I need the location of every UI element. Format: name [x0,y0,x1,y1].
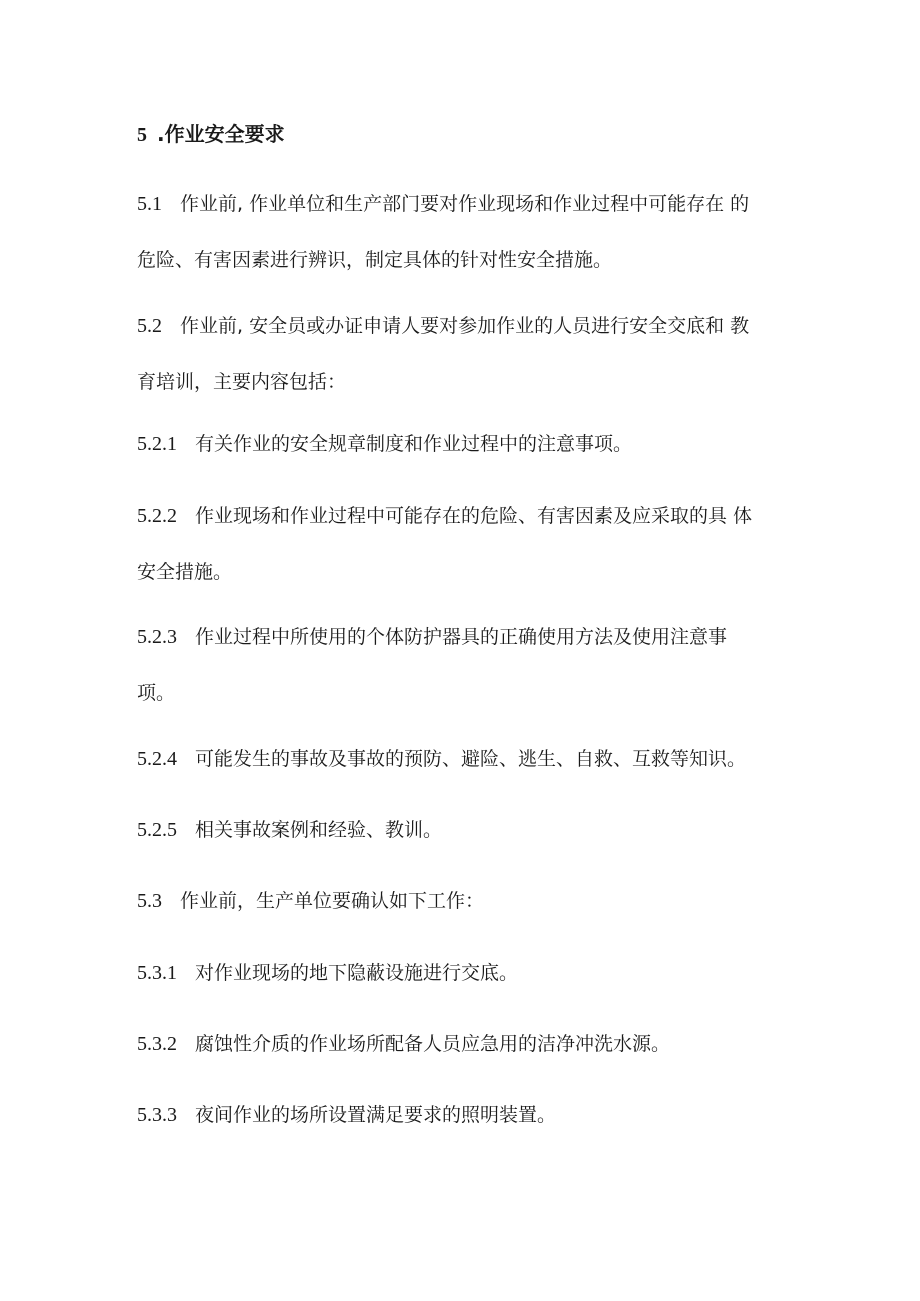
item-text: 安全措施。 [137,561,233,583]
section-heading [137,118,285,151]
item-5-3-3 [137,1087,787,1143]
item-5-2-4 [137,731,787,787]
item-line [137,544,787,600]
item-text: 项。 [137,682,176,704]
item-line [137,609,787,665]
section-title: .作业安全要求 [157,122,285,146]
item-text: 腐蚀性介质的作业场所配备人员应急用的洁净冲洗水源。 [195,1033,671,1055]
item-5-2 [137,298,787,410]
item-5-3-1 [137,945,787,1001]
item-line [137,802,787,858]
item-number: 5.2 [137,315,162,337]
item-line [137,298,787,354]
item-text: 作业过程中所使用的个体防护器具的正确使用方法及使用注意事 [195,626,728,648]
item-text: 作业前, 作业单位和生产部门要对作业现场和作业过程中可能存在 的 [180,193,750,215]
item-number: 5.3.3 [137,1104,177,1126]
section-number: 5 [137,124,147,146]
item-5-3 [137,873,787,929]
item-number: 5.2.4 [137,748,177,770]
item-5-1 [137,176,787,288]
item-number: 5.2.1 [137,433,177,455]
item-line [137,488,787,544]
item-number: 5.3 [137,890,162,912]
item-text: 可能发生的事故及事故的预防、避险、逃生、自救、互救等知识。 [195,748,747,770]
item-line [137,945,787,1001]
item-5-2-5 [137,802,787,858]
item-line [137,731,787,787]
item-text: 危险、有害因素进行辨识，制定具体的针对性安全措施。 [137,249,613,271]
item-5-3-2 [137,1016,787,1072]
item-number: 5.2.5 [137,819,177,841]
item-line [137,354,787,410]
item-number: 5.3.2 [137,1033,177,1055]
item-text: 夜间作业的场所设置满足要求的照明装置。 [195,1104,557,1126]
item-number: 5.2.3 [137,626,177,648]
item-5-2-1 [137,416,787,472]
item-5-2-3 [137,609,787,721]
item-number: 5.3.1 [137,962,177,984]
item-line [137,176,787,232]
item-number: 5.1 [137,193,162,215]
item-line [137,1016,787,1072]
item-number: 5.2.2 [137,505,177,527]
item-text: 作业前，生产单位要确认如下工作： [180,890,485,912]
item-text: 对作业现场的地下隐蔽设施进行交底。 [195,962,519,984]
item-text: 作业现场和作业过程中可能存在的危险、有害因素及应采取的具 体 [195,505,753,527]
item-line [137,873,787,929]
item-line [137,665,787,721]
item-text: 育培训，主要内容包括： [137,371,347,393]
item-line [137,232,787,288]
item-line [137,1087,787,1143]
item-text: 相关事故案例和经验、教训。 [195,819,443,841]
item-line [137,416,787,472]
item-text: 作业前, 安全员或办证申请人要对参加作业的人员进行安全交底和 教 [180,315,750,337]
item-5-2-2 [137,488,787,600]
item-text: 有关作业的安全规章制度和作业过程中的注意事项。 [195,433,633,455]
